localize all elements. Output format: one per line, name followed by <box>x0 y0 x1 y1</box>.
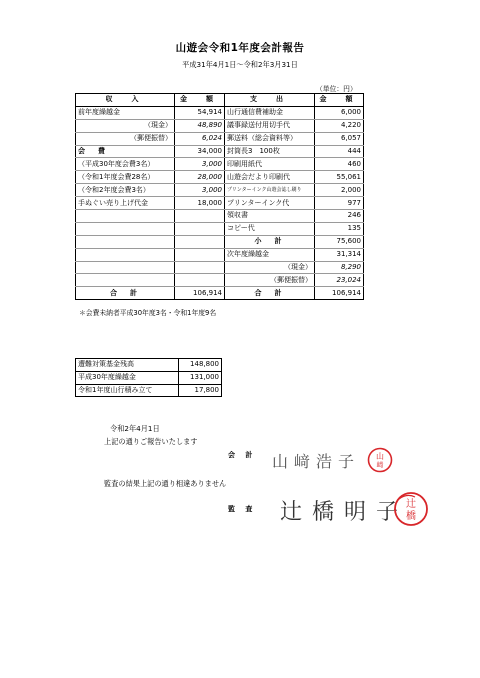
ledger-total-row <box>76 287 364 300</box>
table-row <box>76 145 364 158</box>
unpaid-fee-note: ＊会費未納者平成30年度3名・令和1年度9名 <box>79 309 217 317</box>
income-label: 手ぬぐい売り上げ代金 <box>76 197 175 210</box>
expense-amount: 8,290 <box>315 261 364 274</box>
auditor-role: 監 査 <box>228 505 257 513</box>
income-amount: 34,000 <box>175 145 225 158</box>
table-row <box>76 184 364 197</box>
expense-amount: 4,220 <box>315 119 364 132</box>
income-label <box>76 274 175 287</box>
expense-amount: 6,057 <box>315 132 364 145</box>
report-statement: 上記の通りご報告いたします <box>104 437 198 446</box>
income-amount <box>175 274 225 287</box>
income-amount: 3,000 <box>175 184 225 197</box>
income-label: 前年度繰越金 <box>76 106 175 119</box>
income-label <box>76 261 175 274</box>
table-row <box>76 171 364 184</box>
expense-label: 領収書 <box>225 210 315 223</box>
ledger-table <box>75 93 364 300</box>
table-row <box>76 222 364 235</box>
table-row <box>76 197 364 210</box>
income-amount: 6,024 <box>175 132 225 145</box>
expense-label: プリンターインク山遊会誌し刷り <box>225 184 315 197</box>
expense-label: 小 計 <box>225 235 315 248</box>
income-header: 収 入 <box>76 94 175 107</box>
auditor-signature: 辻橋明子 <box>280 500 409 525</box>
income-label: （平成30年度会費3名） <box>76 158 175 171</box>
income-amount <box>175 261 225 274</box>
income-amount-header: 金 額 <box>175 94 225 107</box>
income-label <box>76 222 175 235</box>
unit-label: （単位：円） <box>316 85 357 93</box>
expense-amount: 23,024 <box>315 274 364 287</box>
income-amount <box>175 248 225 261</box>
expense-label: 印刷用紙代 <box>225 158 315 171</box>
expense-label: 次年度繰越金 <box>225 248 315 261</box>
balance-label: 令和1年度山行積み立て <box>76 384 179 397</box>
expense-label: 山行通信費補助金 <box>225 106 315 119</box>
expense-label: 封筒長3 100枚 <box>225 145 315 158</box>
auditor-seal-char-1: 辻 <box>406 499 416 510</box>
expense-amount: 75,600 <box>315 235 364 248</box>
expense-label: 山遊会だより印刷代 <box>225 171 315 184</box>
table-row <box>76 235 364 248</box>
report-date: 令和2年4月1日 <box>110 424 160 433</box>
expense-label: 議事録送付用切手代 <box>225 119 315 132</box>
expense-amount: 246 <box>315 210 364 223</box>
table-row <box>76 132 364 145</box>
income-amount: 54,914 <box>175 106 225 119</box>
table-row <box>76 106 364 119</box>
table-row <box>76 371 222 384</box>
income-total-label: 合 計 <box>76 287 175 300</box>
table-row <box>76 210 364 223</box>
expense-amount: 55,061 <box>315 171 364 184</box>
expense-amount: 31,314 <box>315 248 364 261</box>
income-label: （郵便振替） <box>76 132 175 145</box>
balance-amount: 17,800 <box>179 384 222 397</box>
balance-label: 遭難対策基金残高 <box>76 359 179 372</box>
auditor-seal-char-2: 橋 <box>406 511 416 522</box>
expense-amount: 2,000 <box>315 184 364 197</box>
income-amount <box>175 222 225 235</box>
expense-label: （郵便振替） <box>225 274 315 287</box>
table-row <box>76 119 364 132</box>
auditor-seal <box>393 489 429 529</box>
ledger-header-row <box>76 94 364 107</box>
income-label <box>76 235 175 248</box>
treasurer-signature: 山﨑浩子 <box>272 452 361 471</box>
expense-total-label: 合 計 <box>225 287 315 300</box>
income-total-amount: 106,914 <box>175 287 225 300</box>
income-amount: 48,890 <box>175 119 225 132</box>
income-amount <box>175 210 225 223</box>
table-row <box>76 274 364 287</box>
report-period: 平成31年4月1日～令和2年3月31日 <box>182 60 298 69</box>
table-row <box>76 158 364 171</box>
expense-label: プリンターインク代 <box>225 197 315 210</box>
treasurer-seal-char-1: 山 <box>376 452 384 461</box>
balance-amount: 148,800 <box>179 359 222 372</box>
audit-statement: 監査の結果上記の通り相違ありません <box>104 479 227 488</box>
income-amount: 3,000 <box>175 158 225 171</box>
table-row <box>76 261 364 274</box>
table-row <box>76 384 222 397</box>
table-row <box>76 248 364 261</box>
expense-label: （現金） <box>225 261 315 274</box>
income-label: （現金） <box>76 119 175 132</box>
expense-amount: 977 <box>315 197 364 210</box>
income-label: 会 費 <box>76 145 175 158</box>
expense-total-amount: 106,914 <box>315 287 364 300</box>
income-label <box>76 248 175 261</box>
treasurer-seal-char-2: 﨑 <box>376 461 384 469</box>
income-label: （令和2年度会費3名） <box>76 184 175 197</box>
balance-table <box>75 358 222 397</box>
expense-header: 支 出 <box>225 94 315 107</box>
expense-label: コピー代 <box>225 222 315 235</box>
expense-amount: 444 <box>315 145 364 158</box>
balance-label: 平成30年度繰越金 <box>76 371 179 384</box>
expense-label: 郵送料（総会資料等） <box>225 132 315 145</box>
expense-amount: 460 <box>315 158 364 171</box>
income-amount: 28,000 <box>175 171 225 184</box>
expense-amount-header: 金 額 <box>315 94 364 107</box>
treasurer-role: 会 計 <box>228 451 257 459</box>
expense-amount: 6,000 <box>315 106 364 119</box>
income-amount: 18,000 <box>175 197 225 210</box>
table-row <box>76 359 222 372</box>
income-label <box>76 210 175 223</box>
balance-amount: 131,000 <box>179 371 222 384</box>
report-title: 山遊会令和1年度会計報告 <box>175 42 305 54</box>
treasurer-seal <box>367 447 393 473</box>
expense-amount: 135 <box>315 222 364 235</box>
income-amount <box>175 235 225 248</box>
income-label: （令和1年度会費28名） <box>76 171 175 184</box>
